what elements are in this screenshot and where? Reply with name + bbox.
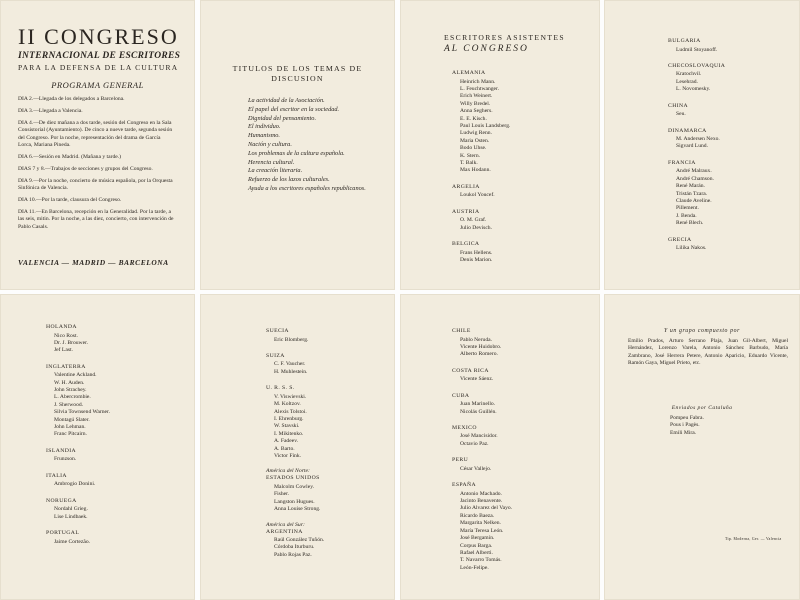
writer-name: H. Muhlestein.	[274, 368, 308, 375]
writer-name: L. Feuchtwanger.	[460, 85, 499, 92]
program-item: DIA 6.—Sesión en Madrid. (Mañana y tarde.)	[18, 153, 121, 160]
writer-name: Dr. J. Brouwer.	[54, 339, 89, 346]
country-name: CUBA	[452, 392, 470, 399]
writer-name: Frans Hellens.	[460, 249, 493, 256]
page-escritores-5	[400, 294, 600, 600]
writer-name: Antonio Machado.	[460, 490, 502, 497]
writer-name: M. Koltzov.	[274, 401, 301, 408]
theme-item: Humanismo.	[248, 132, 281, 140]
writer-list	[46, 333, 186, 355]
envoys-list	[670, 415, 704, 437]
theme-item: Los problemas de la cultura española.	[248, 149, 345, 157]
writer-list	[452, 433, 592, 448]
writer-name: León-Felipe.	[460, 564, 489, 571]
writer-name: Kratochvil.	[676, 71, 702, 78]
writer-name: René Marán.	[676, 183, 705, 190]
writer-list	[46, 481, 186, 488]
printer-imprint: Tip. Moderna, Ger. — Valencia	[725, 537, 782, 541]
country-name: FRANCIA	[668, 159, 696, 166]
theme-item: El individuo.	[248, 123, 281, 131]
writer-list	[452, 466, 592, 473]
country-name: ALEMANIA	[452, 70, 486, 76]
congress-subtitle: INTERNACIONAL DE ESCRITORES	[18, 51, 181, 61]
writer-name: V. Viswievski.	[274, 393, 307, 400]
writer-name: Lise Lindbaek.	[54, 513, 88, 520]
writer-name: Fisher.	[274, 491, 290, 498]
writer-name: A. Barto.	[274, 445, 295, 452]
writer-name: W. H. Auden.	[54, 379, 85, 386]
program-title: PROGRAMA GENERAL	[51, 80, 144, 90]
writer-name: I. Mikitenko.	[274, 430, 304, 437]
country-name: SUIZA	[266, 352, 285, 359]
theme-item: La creación literaria.	[248, 167, 303, 175]
writer-name: W. Stavski.	[274, 423, 300, 430]
writer-list	[266, 537, 391, 559]
writer-name: Seu.	[676, 111, 686, 118]
country-name: GRECIA	[668, 236, 692, 243]
writer-name: Lesehrad.	[676, 78, 698, 85]
page-escritores-4	[200, 294, 395, 600]
writer-list	[668, 111, 793, 118]
writer-name: Juan Marinello.	[460, 401, 496, 408]
group-title: Y un grupo compuesto por	[664, 328, 740, 334]
writer-list	[46, 456, 186, 463]
writer-list	[452, 250, 592, 265]
writer-name: Ludmil Stoyanoff.	[676, 46, 718, 53]
program-item: DIAS 7 y 8.—Trabajos de secciones y grupos del Congreso.	[18, 165, 153, 172]
page-escritores-2	[604, 0, 800, 290]
writer-name: Maria Osten.	[460, 137, 490, 144]
writer-name: Max Hodann.	[460, 167, 491, 174]
country-name: ARGENTINA	[266, 528, 303, 535]
writer-name: Nico Rost.	[54, 332, 78, 339]
country-name: AUSTRIA	[452, 208, 480, 215]
writer-name: Ricardo Baeza.	[460, 512, 495, 519]
writer-name: Vicente Sáenz.	[460, 376, 494, 383]
writer-name: John Strachey.	[54, 387, 87, 394]
writer-name: Bodo Uhse.	[460, 145, 487, 152]
country-name: PORTUGAL	[46, 530, 80, 536]
writer-name: Lilika Nakos.	[676, 245, 707, 252]
writer-name: Rafael Alberti.	[460, 549, 493, 556]
group-text: Emilio Prados, Arturo Serrano Plaja, Juan Gil-Albert, Miguel Hernández, Lorenzo Varela, Antonio Sánchez Barbudo, María Zambrano, José Herrera Petere, Antonio Aparicio, Eduardo Vicente, Ramón Gaya, Miguel Prieto, etc.	[628, 338, 788, 367]
country-name: ARGELIA	[452, 183, 480, 190]
writer-list	[46, 506, 186, 521]
writer-name: K. Stern.	[460, 152, 481, 159]
writer-name: Ambrogio Donini.	[54, 481, 96, 488]
congress-title: II CONGRESO	[18, 24, 179, 49]
writer-name: Jaime Cortezão.	[54, 538, 91, 545]
writer-list	[266, 484, 391, 514]
writer-name: Nicolás Guillén.	[460, 408, 497, 415]
writer-list	[266, 361, 391, 376]
writer-name: André Chamson.	[676, 175, 714, 182]
country-list	[668, 38, 793, 253]
program-item: DIA 10.—Por la tarde, clausura del Congreso.	[18, 197, 122, 204]
writer-name: Heinrich Mann.	[460, 78, 496, 85]
page-temas	[200, 0, 395, 290]
writer-name: María Teresa León.	[460, 527, 504, 534]
envoy-name: Emili Mira.	[670, 429, 697, 436]
theme-item: Dignidad del pensamiento.	[248, 114, 317, 122]
writer-name: José Mancisidor.	[460, 433, 498, 440]
country-name: DINAMARCA	[668, 127, 707, 134]
program-item: DIA 3.—Llegada a Valencia.	[18, 107, 83, 114]
writer-name: René Blech.	[676, 220, 704, 227]
theme-item: Refuerzo de los lazos culturales.	[248, 176, 330, 184]
writer-list	[452, 337, 592, 359]
country-list	[266, 328, 391, 559]
program-item: DIA 4.—De diez mañana a dos tarde, sesión del Congreso en la Sala Consistorial (Ayuntamiento). De cinco a nueve tarde, segunda sesión del Congreso. Por la noche, representación del drama de García Lorca, Mariana Pineda.	[18, 119, 173, 149]
writer-name: Langston Hugues.	[274, 498, 315, 505]
envoy-name: Pous i Pagès.	[670, 422, 700, 429]
country-name: ITALIA	[46, 472, 67, 479]
writer-list	[668, 71, 793, 93]
theme-item: Ayuda a los escritores españoles republicanos.	[248, 184, 366, 192]
theme-item: Herencia cultural.	[248, 158, 295, 166]
writer-name: Eric Blomberg.	[274, 336, 309, 343]
country-name: MEXICO	[452, 424, 477, 431]
country-name: INGLATERRA	[46, 363, 86, 370]
writer-name: Malcolm Cowley.	[274, 483, 315, 490]
envoys-title: Enviados por Cataluña	[671, 405, 733, 411]
writer-name: Corpus Barga.	[460, 542, 493, 549]
program-list	[18, 96, 176, 236]
writer-name: Anna Louise Strong.	[274, 506, 321, 513]
country-name: ESPAÑA	[452, 482, 476, 489]
country-name: CHILE	[452, 328, 471, 334]
writer-name: I. Ehrenburg.	[274, 415, 304, 422]
writer-name: Octavio Paz.	[460, 440, 489, 447]
writer-name: Alberto Romero.	[460, 351, 498, 358]
country-list	[46, 324, 186, 546]
writer-name: Córdoba Iturburu.	[274, 544, 315, 551]
country-list	[452, 70, 592, 264]
theme-item: La actividad de la Asociación.	[248, 97, 325, 104]
program-item: DIA 11.—En Barcelona, recepción en la Generalidad. Por la tarde, a las seis, mitin. Por la noche, a las diez, concierto, con intervención de Pablo Casals.	[18, 208, 174, 230]
themes-title	[200, 64, 395, 84]
page-programa	[0, 0, 195, 290]
writer-name: Denis Marion.	[460, 256, 493, 263]
country-name: SUECIA	[266, 328, 289, 334]
country-name: U. R. S. S.	[266, 385, 295, 392]
program-item: DIA 9.—Por la noche, concierto de música española, por la Orquesta Sinfónica de Valencia.	[18, 177, 173, 192]
country-name: CHECOSLOVAQUIA	[668, 62, 726, 69]
writer-name: J. Benda.	[676, 212, 697, 219]
writer-name: E. E. Kisch.	[460, 115, 487, 122]
writer-name: Claude Aveline.	[676, 197, 712, 204]
writer-name: Ludwig Renn.	[460, 130, 493, 137]
writer-name: César Vallejo.	[460, 465, 492, 472]
writer-name: O. M. Graf.	[460, 217, 487, 224]
writer-name: Tristán Tzara.	[676, 190, 708, 197]
cities-line: VALENCIA — MADRID — BARCELONA	[18, 258, 169, 267]
writer-list	[266, 394, 391, 461]
writer-name: A. Fadeev.	[274, 438, 299, 445]
page-grupo	[604, 294, 800, 600]
writer-list	[452, 491, 592, 572]
writer-list	[668, 245, 793, 252]
writer-name: Pablo Rojas Paz.	[274, 551, 312, 558]
writer-name: Pillement.	[676, 205, 699, 212]
writer-name: Vicente Huidobro.	[460, 343, 502, 350]
country-name: PERU	[452, 457, 469, 464]
writer-name: C. F. Vaucher.	[274, 361, 306, 368]
country-name: ESTADOS UNIDOS	[266, 475, 320, 482]
writer-name: T. Navarro Tomás.	[460, 557, 502, 564]
writer-name: L. Abercrombie.	[54, 394, 91, 401]
attendees-subheading: AL CONGRESO	[444, 44, 529, 54]
attendees-heading: ESCRITORES ASISTENTES	[444, 33, 566, 42]
envoy-name: Pompeu Fabra.	[670, 415, 704, 421]
program-item: DIA 2.—Llegada de los delegados a Barcelona.	[18, 96, 125, 102]
writer-name: Erich Weinert.	[460, 93, 493, 100]
country-name: COSTA RICA	[452, 367, 489, 374]
writer-name: Margarita Nelken.	[460, 520, 501, 527]
writer-name: Anna Seghers.	[460, 108, 493, 115]
writer-name: Willy Bredel.	[460, 100, 491, 107]
writer-name: José Bergamín.	[460, 535, 495, 542]
writer-name: Alexis Tolstoi.	[274, 408, 307, 415]
country-name: CHINA	[668, 102, 689, 109]
writer-name: M. Andersen Nexo.	[676, 136, 720, 143]
writer-list	[668, 168, 793, 227]
writer-name: Montagú Slater.	[54, 416, 90, 423]
writer-list	[668, 47, 793, 54]
country-list	[452, 328, 592, 572]
writer-list	[452, 401, 592, 416]
writer-list	[46, 539, 186, 546]
writer-name: Jef Last.	[54, 347, 73, 354]
writer-name: Julio Alvarez del Vayo.	[460, 505, 513, 512]
writer-list	[452, 192, 592, 199]
writer-name: Raúl González Tuñón.	[274, 537, 325, 543]
writer-name: Julio Devisch.	[460, 224, 493, 231]
writer-name: Victor Fink.	[274, 452, 302, 459]
page-escritores-1	[400, 0, 600, 290]
page-escritores-3	[0, 294, 195, 600]
writer-name: Paul Louis Landsberg.	[460, 122, 511, 129]
congress-subtitle-2: PARA LA DEFENSA DE LA CULTURA	[18, 63, 179, 72]
themes-title-line2: DISCUSION	[271, 74, 324, 83]
writer-name: L. Novomesky.	[676, 86, 711, 93]
writer-list	[668, 136, 793, 151]
writer-list	[46, 372, 186, 439]
writer-name: Sigvard Lund.	[676, 143, 709, 150]
writer-name: Pablo Neruda.	[460, 336, 493, 343]
country-name: BELGICA	[452, 241, 480, 247]
writer-name: Jacinto Benavente.	[460, 498, 503, 505]
country-name: HOLANDA	[46, 324, 77, 330]
theme-item: Nación y cultura.	[248, 140, 292, 148]
writer-list	[452, 376, 592, 383]
writer-name: Franc Pitcairn.	[54, 431, 87, 438]
writer-name: Valentine Ackland.	[54, 372, 97, 379]
writer-name: Frunzson.	[54, 456, 77, 463]
themes-list	[248, 97, 368, 194]
writer-list	[452, 217, 592, 232]
writer-name: T. Balk.	[460, 159, 478, 166]
writer-name: Silvia Townsend Warner.	[54, 409, 110, 416]
country-name: BULGARIA	[668, 38, 701, 44]
writer-name: J. Sherwood.	[54, 401, 84, 408]
region-label: América del Norte:	[266, 468, 310, 475]
country-name: NORUEGA	[46, 497, 77, 504]
writer-name: Nordahl Grieg.	[54, 506, 88, 513]
country-name: ISLANDIA	[46, 447, 77, 454]
writer-name: Loukol Youcef.	[460, 192, 495, 199]
writer-name: John Lehman.	[54, 424, 86, 431]
themes-title-line1: TITULOS DE LOS TEMAS DE	[232, 64, 363, 73]
writer-list	[266, 337, 391, 344]
region-label: América del Sur:	[266, 521, 305, 528]
writer-name: André Malraux.	[676, 168, 712, 175]
theme-item: El papel del escritor en la sociedad.	[248, 105, 340, 113]
writer-list	[452, 79, 592, 175]
